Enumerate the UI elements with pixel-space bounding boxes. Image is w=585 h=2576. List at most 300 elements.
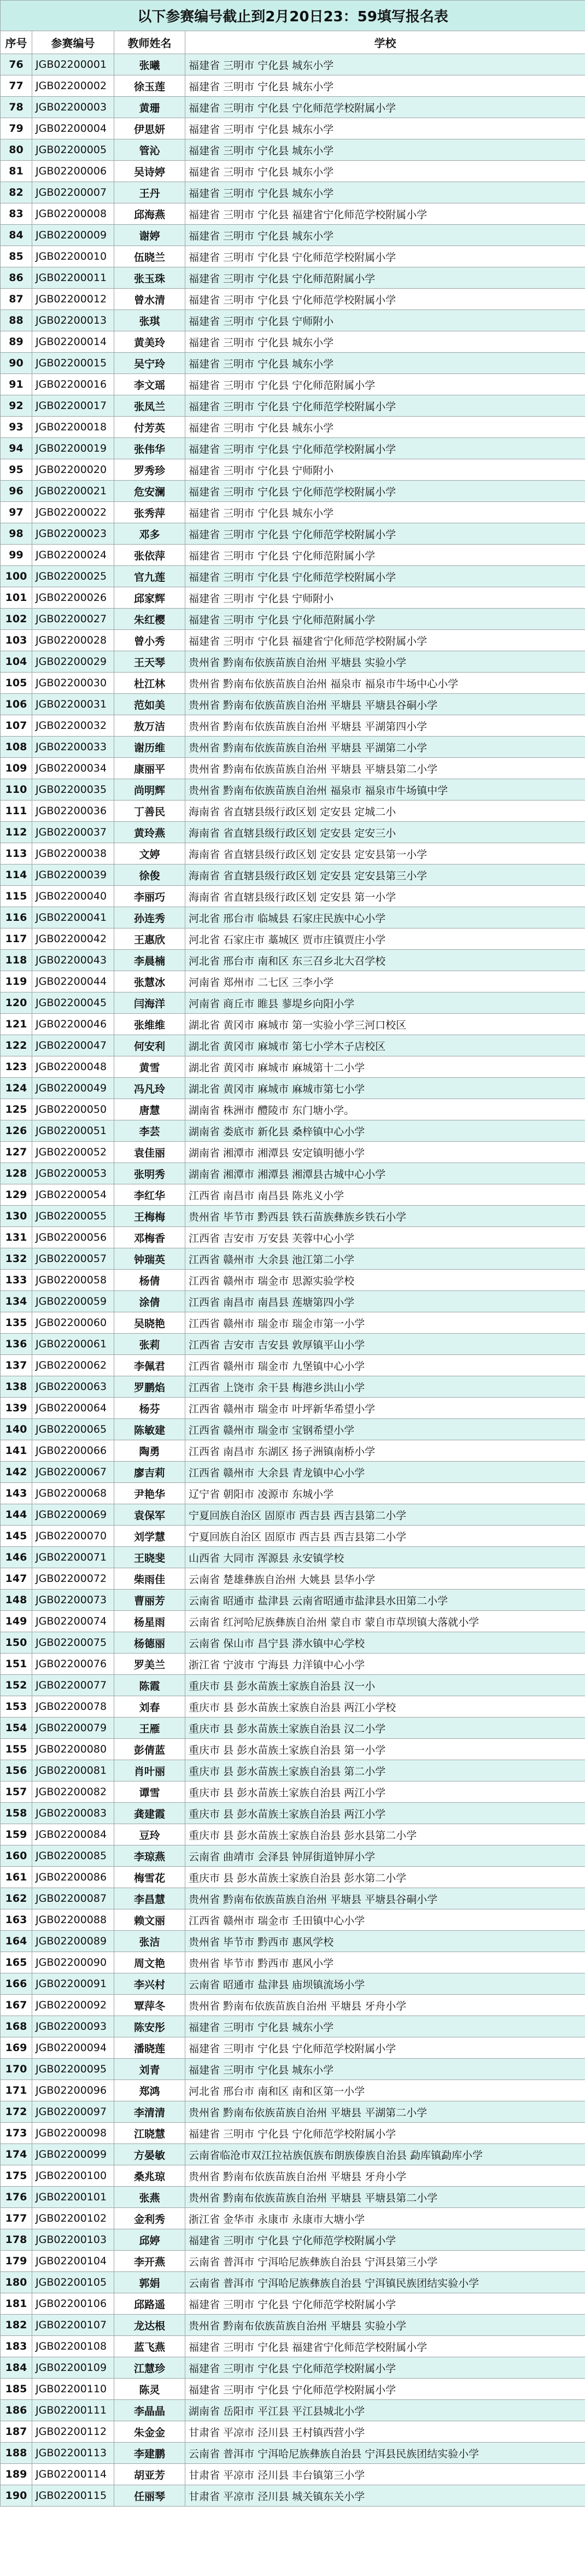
row-school: 贵州省 黔南布依族苗族自治州 平塘县 平湖第二小学 <box>185 737 585 758</box>
row-teacher-name: 张燕 <box>114 2187 185 2208</box>
row-serial: 152 <box>1 1675 32 1696</box>
row-entry-id: JGB02200003 <box>32 97 114 118</box>
row-serial: 163 <box>1 1909 32 1931</box>
row-serial: 86 <box>1 267 32 289</box>
column-header-school: 学校 <box>185 31 585 54</box>
table-row <box>1 267 585 289</box>
table-row <box>1 2421 585 2443</box>
row-entry-id: JGB02200025 <box>32 566 114 587</box>
row-teacher-name: 郭娟 <box>114 2272 185 2293</box>
row-school: 宁夏回族自治区 固原市 西吉县 西吉县第二小学 <box>185 1526 585 1547</box>
table-body <box>1 54 585 2507</box>
row-entry-id: JGB02200061 <box>32 1334 114 1355</box>
row-school: 江西省 赣州市 瑞金市 瑞金市第一小学 <box>185 1312 585 1334</box>
row-serial: 150 <box>1 1632 32 1654</box>
row-entry-id: JGB02200115 <box>32 2485 114 2507</box>
row-teacher-name: 张依萍 <box>114 545 185 566</box>
row-teacher-name: 谢历维 <box>114 737 185 758</box>
row-teacher-name: 尹艳华 <box>114 1483 185 1504</box>
row-entry-id: JGB02200084 <box>32 1824 114 1845</box>
row-entry-id: JGB02200014 <box>32 331 114 353</box>
row-serial: 172 <box>1 2101 32 2123</box>
row-entry-id: JGB02200087 <box>32 1888 114 1909</box>
table-row <box>1 971 585 992</box>
row-entry-id: JGB02200107 <box>32 2315 114 2336</box>
table-row <box>1 1035 585 1056</box>
row-serial: 111 <box>1 801 32 822</box>
row-serial: 143 <box>1 1483 32 1504</box>
row-serial: 95 <box>1 459 32 481</box>
table-row <box>1 1014 585 1035</box>
table-row <box>1 2016 585 2037</box>
row-serial: 123 <box>1 1056 32 1078</box>
row-school: 福建省 三明市 宁化县 宁化师范学校附属小学 <box>185 2357 585 2379</box>
table-row <box>1 1995 585 2016</box>
row-teacher-name: 吴诗婷 <box>114 161 185 182</box>
table-row <box>1 225 585 246</box>
row-teacher-name: 朱金金 <box>114 2421 185 2443</box>
row-entry-id: JGB02200034 <box>32 758 114 779</box>
table-row <box>1 1632 585 1654</box>
row-entry-id: JGB02200030 <box>32 673 114 694</box>
row-entry-id: JGB02200028 <box>32 630 114 651</box>
table-row <box>1 246 585 267</box>
row-school: 辽宁省 朝阳市 凌源市 东城小学 <box>185 1483 585 1504</box>
row-entry-id: JGB02200026 <box>32 587 114 609</box>
table-row <box>1 1696 585 1718</box>
row-teacher-name: 陶勇 <box>114 1440 185 1462</box>
row-teacher-name: 陈灵 <box>114 2379 185 2400</box>
row-teacher-name: 邱路遥 <box>114 2293 185 2315</box>
row-school: 贵州省 毕节市 黔西市 惠风小学 <box>185 1952 585 1973</box>
row-serial: 138 <box>1 1376 32 1398</box>
row-school: 福建省 三明市 宁化县 宁化师范附属小学 <box>185 374 585 395</box>
row-school: 云南省 保山市 昌宁县 漭水镇中心学校 <box>185 1632 585 1654</box>
table-row <box>1 1248 585 1270</box>
header-row <box>1 31 585 54</box>
row-serial: 136 <box>1 1334 32 1355</box>
row-teacher-name: 柴雨佳 <box>114 1568 185 1590</box>
row-serial: 91 <box>1 374 32 395</box>
row-entry-id: JGB02200005 <box>32 139 114 161</box>
row-entry-id: JGB02200082 <box>32 1781 114 1803</box>
row-entry-id: JGB02200009 <box>32 225 114 246</box>
row-teacher-name: 付芳英 <box>114 417 185 438</box>
row-entry-id: JGB02200040 <box>32 886 114 907</box>
row-school: 贵州省 黔南布依族苗族自治州 平塘县 牙舟小学 <box>185 2165 585 2187</box>
row-school: 江西省 赣州市 大余县 池江第二小学 <box>185 1248 585 1270</box>
row-teacher-name: 刘春 <box>114 1696 185 1718</box>
row-school: 江西省 南昌市 南昌县 莲塘第四小学 <box>185 1291 585 1312</box>
table-row <box>1 1483 585 1504</box>
table-row <box>1 75 585 97</box>
row-serial: 118 <box>1 950 32 971</box>
row-school: 贵州省 黔南布依族苗族自治州 平塘县 平湖第四小学 <box>185 715 585 737</box>
row-serial: 94 <box>1 438 32 459</box>
row-school: 福建省 三明市 宁化县 宁化师范学校附属小学 <box>185 2379 585 2400</box>
row-serial: 181 <box>1 2293 32 2315</box>
row-school: 贵州省 黔南布依族苗族自治州 平塘县 平塘县谷硐小学 <box>185 694 585 715</box>
row-teacher-name: 李佩君 <box>114 1355 185 1376</box>
row-school: 海南省 省直辖县级行政区划 定安县 定安县第三小学 <box>185 864 585 886</box>
table-row <box>1 1739 585 1760</box>
row-teacher-name: 张慧冰 <box>114 971 185 992</box>
row-entry-id: JGB02200066 <box>32 1440 114 1462</box>
row-teacher-name: 曾水清 <box>114 289 185 310</box>
table-row <box>1 609 585 630</box>
row-entry-id: JGB02200108 <box>32 2336 114 2357</box>
row-entry-id: JGB02200070 <box>32 1526 114 1547</box>
row-serial: 135 <box>1 1312 32 1334</box>
row-serial: 124 <box>1 1078 32 1099</box>
row-school: 云南省临沧市双江拉祜族佤族布朗族傣族自治县 勐库镇勐库小学 <box>185 2144 585 2165</box>
row-entry-id: JGB02200027 <box>32 609 114 630</box>
table-row <box>1 2208 585 2229</box>
row-serial: 137 <box>1 1355 32 1376</box>
row-serial: 164 <box>1 1931 32 1952</box>
row-teacher-name: 曾小秀 <box>114 630 185 651</box>
row-teacher-name: 张琪 <box>114 310 185 331</box>
table-row <box>1 587 585 609</box>
row-school: 海南省 省直辖县级行政区划 定安县 第一小学 <box>185 886 585 907</box>
row-teacher-name: 伍晓兰 <box>114 246 185 267</box>
row-school: 福建省 三明市 宁化县 城东小学 <box>185 118 585 139</box>
row-serial: 162 <box>1 1888 32 1909</box>
table-row <box>1 523 585 545</box>
row-school: 福建省 三明市 宁化县 宁师附小 <box>185 459 585 481</box>
row-serial: 173 <box>1 2123 32 2144</box>
row-entry-id: JGB02200095 <box>32 2059 114 2080</box>
row-serial: 168 <box>1 2016 32 2037</box>
row-serial: 79 <box>1 118 32 139</box>
table-row <box>1 1270 585 1291</box>
row-school: 福建省 三明市 宁化县 宁化师范学校附属小学 <box>185 2123 585 2144</box>
row-teacher-name: 黄玲燕 <box>114 822 185 843</box>
table-row <box>1 331 585 353</box>
row-school: 贵州省 黔南布依族苗族自治州 平塘县 牙舟小学 <box>185 1995 585 2016</box>
table-row <box>1 1227 585 1248</box>
table-row <box>1 1611 585 1632</box>
row-teacher-name: 唐慧 <box>114 1099 185 1120</box>
row-serial: 122 <box>1 1035 32 1056</box>
row-teacher-name: 孙连秀 <box>114 907 185 928</box>
row-entry-id: JGB02200114 <box>32 2464 114 2485</box>
row-teacher-name: 豆玲 <box>114 1824 185 1845</box>
row-serial: 166 <box>1 1973 32 1995</box>
row-school: 河北省 石家庄市 藁城区 贾市庄镇贾庄小学 <box>185 928 585 950</box>
row-school: 福建省 三明市 宁化县 宁师附小 <box>185 587 585 609</box>
row-entry-id: JGB02200031 <box>32 694 114 715</box>
row-school: 湖南省 湘潭市 湘潭县 安定镇明德小学 <box>185 1142 585 1163</box>
row-serial: 169 <box>1 2037 32 2059</box>
row-serial: 92 <box>1 395 32 417</box>
table-row <box>1 1376 585 1398</box>
row-teacher-name: 李红华 <box>114 1184 185 1206</box>
row-serial: 99 <box>1 545 32 566</box>
table-row <box>1 161 585 182</box>
row-teacher-name: 肖叶丽 <box>114 1760 185 1781</box>
table-row <box>1 1206 585 1227</box>
row-serial: 177 <box>1 2208 32 2229</box>
row-entry-id: JGB02200057 <box>32 1248 114 1270</box>
row-entry-id: JGB02200083 <box>32 1803 114 1824</box>
row-school: 福建省 三明市 宁化县 城东小学 <box>185 139 585 161</box>
row-serial: 114 <box>1 864 32 886</box>
row-entry-id: JGB02200111 <box>32 2400 114 2421</box>
table-row <box>1 950 585 971</box>
row-school: 云南省 普洱市 宁洱哈尼族彝族自治县 宁洱县第三小学 <box>185 2251 585 2272</box>
row-teacher-name: 袁佳丽 <box>114 1142 185 1163</box>
row-teacher-name: 罗鹏焰 <box>114 1376 185 1398</box>
row-school: 福建省 三明市 宁化县 宁化师范附属小学 <box>185 609 585 630</box>
row-teacher-name: 张曦 <box>114 54 185 75</box>
table-row <box>1 843 585 864</box>
row-entry-id: JGB02200086 <box>32 1867 114 1888</box>
row-school: 福建省 三明市 宁化县 宁化师范学校附属小学 <box>185 481 585 502</box>
row-serial: 93 <box>1 417 32 438</box>
row-entry-id: JGB02200100 <box>32 2165 114 2187</box>
row-school: 福建省 三明市 宁化县 城东小学 <box>185 182 585 203</box>
row-teacher-name: 陈安彤 <box>114 2016 185 2037</box>
row-entry-id: JGB02200010 <box>32 246 114 267</box>
row-entry-id: JGB02200090 <box>32 1952 114 1973</box>
row-serial: 158 <box>1 1803 32 1824</box>
row-school: 贵州省 黔南布依族苗族自治州 福泉市 福泉市牛场镇中学 <box>185 779 585 801</box>
row-teacher-name: 李晶晶 <box>114 2400 185 2421</box>
table-row <box>1 1568 585 1590</box>
row-school: 福建省 三明市 宁化县 城东小学 <box>185 502 585 523</box>
row-teacher-name: 罗秀珍 <box>114 459 185 481</box>
row-teacher-name: 方晏敏 <box>114 2144 185 2165</box>
row-serial: 159 <box>1 1824 32 1845</box>
row-school: 浙江省 金华市 永康市 永康市大塘小学 <box>185 2208 585 2229</box>
row-entry-id: JGB02200043 <box>32 950 114 971</box>
table-row <box>1 353 585 374</box>
row-serial: 121 <box>1 1014 32 1035</box>
table-row <box>1 2357 585 2379</box>
row-serial: 89 <box>1 331 32 353</box>
row-school: 海南省 省直辖县级行政区划 定安县 定安三小 <box>185 822 585 843</box>
row-entry-id: JGB02200071 <box>32 1547 114 1568</box>
row-serial: 182 <box>1 2315 32 2336</box>
row-entry-id: JGB02200093 <box>32 2016 114 2037</box>
row-school: 湖北省 黄冈市 麻城市 麻城市第七小学 <box>185 1078 585 1099</box>
row-teacher-name: 张玉珠 <box>114 267 185 289</box>
table-row <box>1 2400 585 2421</box>
table-row <box>1 182 585 203</box>
row-school: 云南省 普洱市 宁洱哈尼族彝族自治县 宁洱县民族团结实验小学 <box>185 2443 585 2464</box>
table-row <box>1 864 585 886</box>
row-teacher-name: 王惠欣 <box>114 928 185 950</box>
row-serial: 148 <box>1 1590 32 1611</box>
row-school: 浙江省 宁波市 宁海县 力洋镇中心小学 <box>185 1654 585 1675</box>
row-teacher-name: 黄雪 <box>114 1056 185 1078</box>
table-row <box>1 2293 585 2315</box>
row-entry-id: JGB02200042 <box>32 928 114 950</box>
row-school: 江西省 南昌市 东湖区 扬子洲镇南桥小学 <box>185 1440 585 1462</box>
row-entry-id: JGB02200110 <box>32 2379 114 2400</box>
row-serial: 96 <box>1 481 32 502</box>
row-school: 江西省 南昌市 南昌县 陈兆义小学 <box>185 1184 585 1206</box>
row-serial: 146 <box>1 1547 32 1568</box>
row-entry-id: JGB02200077 <box>32 1675 114 1696</box>
row-teacher-name: 刘学慧 <box>114 1526 185 1547</box>
table-row <box>1 1462 585 1483</box>
row-teacher-name: 邱海燕 <box>114 203 185 225</box>
row-entry-id: JGB02200102 <box>32 2208 114 2229</box>
table-row <box>1 502 585 523</box>
row-school: 湖北省 黄冈市 麻城市 第一实验小学三河口校区 <box>185 1014 585 1035</box>
row-entry-id: JGB02200105 <box>32 2272 114 2293</box>
row-serial: 140 <box>1 1419 32 1440</box>
row-entry-id: JGB02200112 <box>32 2421 114 2443</box>
row-serial: 98 <box>1 523 32 545</box>
row-teacher-name: 张维维 <box>114 1014 185 1035</box>
row-school: 贵州省 黔南布依族苗族自治州 福泉市 福泉市牛场中心小学 <box>185 673 585 694</box>
row-teacher-name: 徐俊 <box>114 864 185 886</box>
row-entry-id: JGB02200098 <box>32 2123 114 2144</box>
row-school: 福建省 三明市 宁化县 城东小学 <box>185 417 585 438</box>
row-teacher-name: 张凤兰 <box>114 395 185 417</box>
row-school: 江西省 赣州市 瑞金市 九堡镇中心小学 <box>185 1355 585 1376</box>
row-entry-id: JGB02200017 <box>32 395 114 417</box>
row-teacher-name: 谢婷 <box>114 225 185 246</box>
row-school: 福建省 三明市 宁化县 宁化师范学校附属小学 <box>185 395 585 417</box>
row-teacher-name: 李兴村 <box>114 1973 185 1995</box>
row-teacher-name: 郑鸿 <box>114 2080 185 2101</box>
row-entry-id: JGB02200041 <box>32 907 114 928</box>
table-row <box>1 97 585 118</box>
table-row <box>1 886 585 907</box>
row-entry-id: JGB02200063 <box>32 1376 114 1398</box>
row-entry-id: JGB02200037 <box>32 822 114 843</box>
row-serial: 100 <box>1 566 32 587</box>
row-school: 江西省 赣州市 瑞金市 叶坪新华希望小学 <box>185 1398 585 1419</box>
row-school: 贵州省 黔南布依族苗族自治州 平塘县 实验小学 <box>185 2315 585 2336</box>
row-teacher-name: 李芸 <box>114 1120 185 1142</box>
table-row <box>1 1781 585 1803</box>
row-entry-id: JGB02200065 <box>32 1419 114 1440</box>
row-serial: 87 <box>1 289 32 310</box>
row-entry-id: JGB02200059 <box>32 1291 114 1312</box>
table-row <box>1 310 585 331</box>
row-entry-id: JGB02200099 <box>32 2144 114 2165</box>
column-header-serial: 序号 <box>1 31 32 54</box>
row-teacher-name: 金利秀 <box>114 2208 185 2229</box>
row-teacher-name: 敖万洁 <box>114 715 185 737</box>
row-school: 贵州省 黔南布依族苗族自治州 平塘县 平湖第二小学 <box>185 2101 585 2123</box>
row-school: 贵州省 黔南布依族苗族自治州 平塘县 平塘县第二小学 <box>185 2187 585 2208</box>
row-teacher-name: 尚明辉 <box>114 779 185 801</box>
table-row <box>1 374 585 395</box>
table-row <box>1 289 585 310</box>
row-teacher-name: 王晓斐 <box>114 1547 185 1568</box>
table-row <box>1 822 585 843</box>
row-teacher-name: 李文瑶 <box>114 374 185 395</box>
table-row <box>1 1718 585 1739</box>
row-entry-id: JGB02200054 <box>32 1184 114 1206</box>
row-school: 江西省 吉安市 吉安县 敦厚镇平山小学 <box>185 1334 585 1355</box>
row-entry-id: JGB02200096 <box>32 2080 114 2101</box>
row-serial: 90 <box>1 353 32 374</box>
row-serial: 153 <box>1 1696 32 1718</box>
table-row <box>1 1120 585 1142</box>
row-serial: 101 <box>1 587 32 609</box>
row-teacher-name: 吴晓艳 <box>114 1312 185 1334</box>
row-serial: 103 <box>1 630 32 651</box>
row-teacher-name: 丁善民 <box>114 801 185 822</box>
table-row <box>1 2187 585 2208</box>
row-teacher-name: 康丽平 <box>114 758 185 779</box>
table-row <box>1 1291 585 1312</box>
row-serial: 131 <box>1 1227 32 1248</box>
row-entry-id: JGB02200085 <box>32 1845 114 1867</box>
row-teacher-name: 赖文丽 <box>114 1909 185 1931</box>
row-serial: 112 <box>1 822 32 843</box>
row-entry-id: JGB02200044 <box>32 971 114 992</box>
column-header-entry-id: 参赛编号 <box>32 31 114 54</box>
row-entry-id: JGB02200103 <box>32 2229 114 2251</box>
row-serial: 97 <box>1 502 32 523</box>
row-serial: 174 <box>1 2144 32 2165</box>
row-school: 江西省 上饶市 余干县 梅港乡洪山小学 <box>185 1376 585 1398</box>
row-teacher-name: 李昌慧 <box>114 1888 185 1909</box>
row-school: 山西省 大同市 浑源县 永安镇学校 <box>185 1547 585 1568</box>
row-entry-id: JGB02200062 <box>32 1355 114 1376</box>
row-entry-id: JGB02200056 <box>32 1227 114 1248</box>
row-serial: 132 <box>1 1248 32 1270</box>
row-teacher-name: 范如美 <box>114 694 185 715</box>
table-row <box>1 928 585 950</box>
table-row <box>1 566 585 587</box>
row-teacher-name: 闫海洋 <box>114 992 185 1014</box>
row-teacher-name: 罗美兰 <box>114 1654 185 1675</box>
row-teacher-name: 王天琴 <box>114 651 185 673</box>
row-serial: 183 <box>1 2336 32 2357</box>
row-serial: 145 <box>1 1526 32 1547</box>
row-teacher-name: 覃萍冬 <box>114 1995 185 2016</box>
row-school: 福建省 三明市 宁化县 宁化师范学校附属小学 <box>185 289 585 310</box>
row-serial: 170 <box>1 2059 32 2080</box>
row-teacher-name: 黄珊 <box>114 97 185 118</box>
table-row <box>1 1504 585 1526</box>
row-serial: 82 <box>1 182 32 203</box>
row-serial: 149 <box>1 1611 32 1632</box>
row-entry-id: JGB02200106 <box>32 2293 114 2315</box>
row-entry-id: JGB02200072 <box>32 1568 114 1590</box>
row-school: 福建省 三明市 宁化县 城东小学 <box>185 2016 585 2037</box>
table-row <box>1 1845 585 1867</box>
row-teacher-name: 张伟华 <box>114 438 185 459</box>
row-serial: 147 <box>1 1568 32 1590</box>
row-teacher-name: 朱红樱 <box>114 609 185 630</box>
row-serial: 130 <box>1 1206 32 1227</box>
table-row <box>1 1398 585 1419</box>
table-row <box>1 1824 585 1845</box>
row-entry-id: JGB02200113 <box>32 2443 114 2464</box>
table-row <box>1 1590 585 1611</box>
row-school: 宁夏回族自治区 固原市 西吉县 西吉县第二小学 <box>185 1504 585 1526</box>
row-entry-id: JGB02200024 <box>32 545 114 566</box>
row-serial: 126 <box>1 1120 32 1142</box>
table-row <box>1 1803 585 1824</box>
row-school: 福建省 三明市 宁化县 宁化师范学校附属小学 <box>185 2037 585 2059</box>
row-school: 福建省 三明市 宁化县 宁师附小 <box>185 310 585 331</box>
table-row <box>1 2272 585 2293</box>
table-row <box>1 2464 585 2485</box>
row-school: 福建省 三明市 宁化县 福建省宁化师范学校附属小学 <box>185 2336 585 2357</box>
row-serial: 109 <box>1 758 32 779</box>
